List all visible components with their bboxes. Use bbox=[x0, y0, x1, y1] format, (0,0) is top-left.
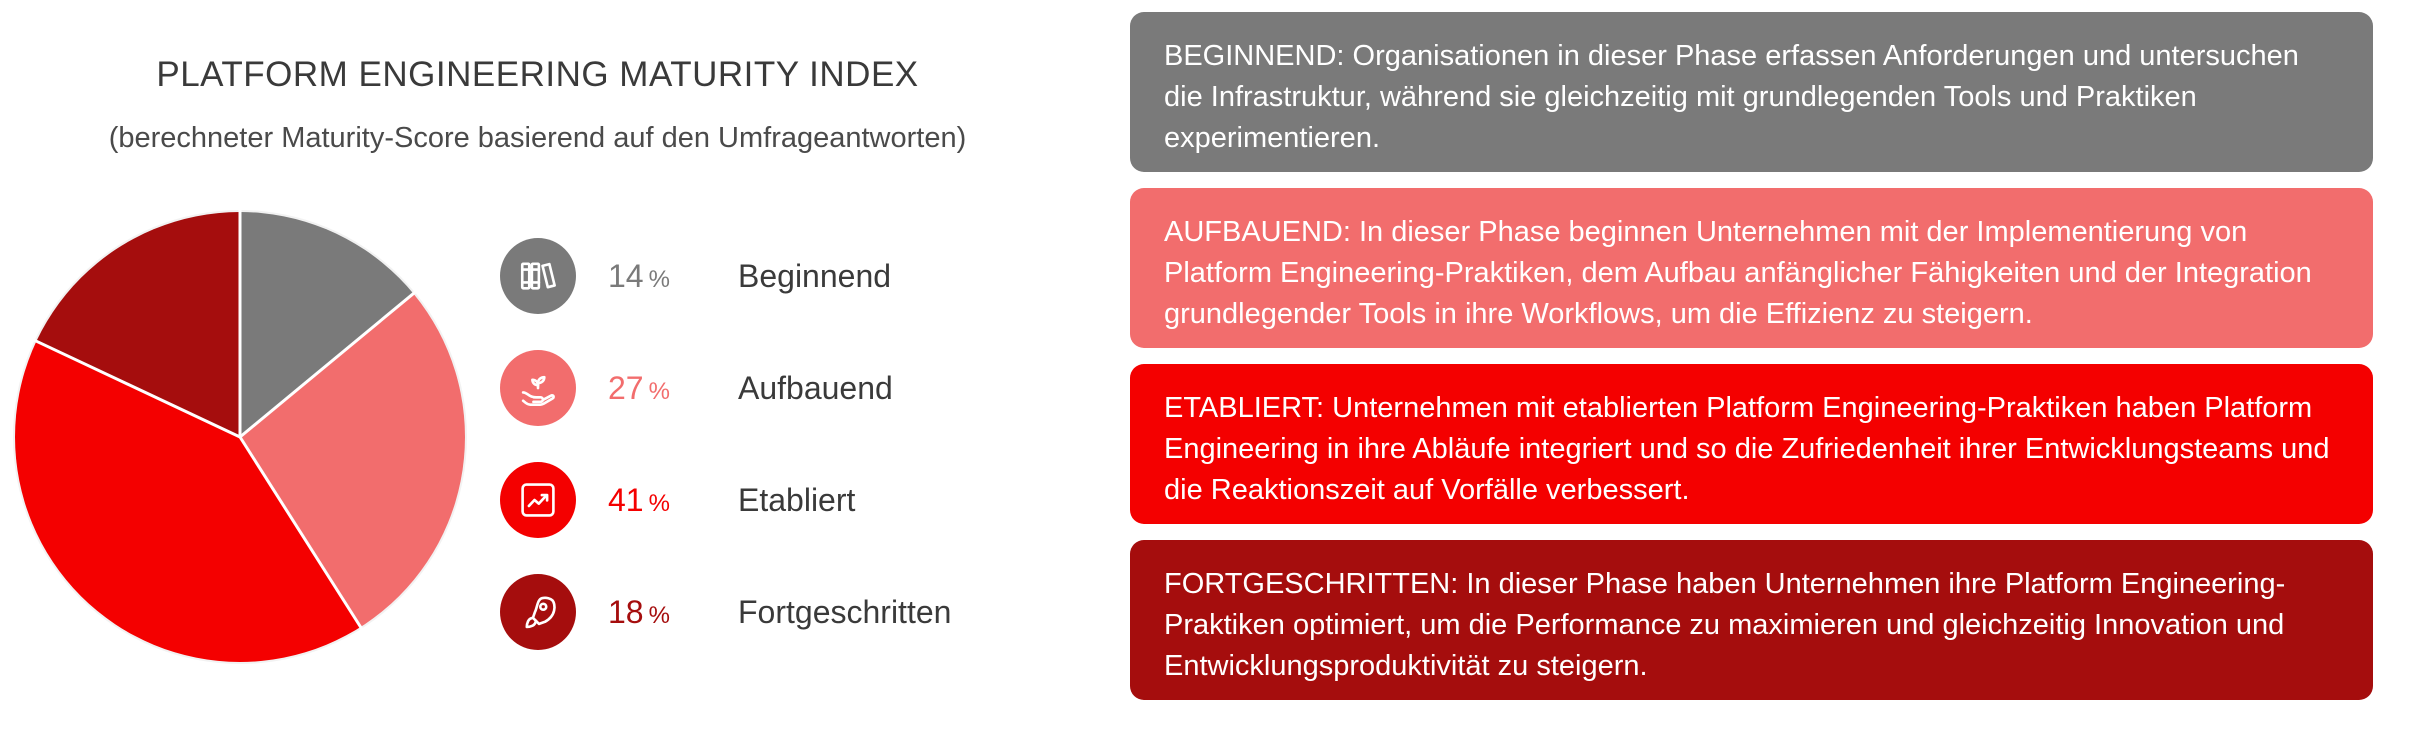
legend-percent-value: 14 bbox=[608, 257, 644, 294]
description-card-etabliert bbox=[1130, 364, 2373, 524]
rocket-icon bbox=[500, 574, 576, 650]
legend-label: Aufbauend bbox=[738, 369, 893, 406]
chart-subtitle: (berechneter Maturity-Score basierend auf den Umfrageantworten) bbox=[108, 122, 967, 154]
description-term: ETABLIERT: bbox=[1164, 392, 1325, 424]
legend-percent bbox=[608, 258, 738, 295]
description-term: BEGINNEND: bbox=[1164, 40, 1345, 72]
legend-percent-unit: % bbox=[648, 377, 670, 405]
legend-percent-unit: % bbox=[648, 601, 670, 629]
legend-percent-value: 41 bbox=[608, 481, 644, 518]
description-text: In dieser Phase beginnen Unternehmen mit der Implementierung von Platform Engineering-Praktiken, dem Aufbau anfänglicher Fähigkeiten und der Integration grundlegender Tools in ihre Workflows, um die Effizienz zu steigern. bbox=[1164, 216, 2312, 331]
description-text: Organisationen in dieser Phase erfassen Anforderungen und untersuchen die Infrastruktur, während sie gleichzeitig mit grundlegenden Tools und Praktiken experimentieren. bbox=[1164, 40, 2299, 155]
legend-percent-value: 27 bbox=[608, 369, 644, 406]
legend-label: Etabliert bbox=[738, 481, 856, 518]
chart-panel bbox=[0, 0, 1120, 748]
page-title: PLATFORM ENGINEERING MATURITY INDEX bbox=[156, 55, 919, 94]
sprout-hand-icon bbox=[500, 350, 576, 426]
legend-percent bbox=[608, 594, 738, 631]
legend-percent bbox=[608, 482, 738, 519]
legend-percent bbox=[608, 370, 738, 407]
legend bbox=[500, 220, 1100, 668]
description-panel bbox=[1130, 0, 2418, 748]
pie-chart bbox=[15, 212, 465, 662]
description-card-fortgeschritten bbox=[1130, 540, 2373, 700]
legend-percent-unit: % bbox=[648, 265, 670, 293]
legend-item-fortgeschritten bbox=[500, 556, 1100, 668]
growth-chart-icon bbox=[500, 462, 576, 538]
description-text: In dieser Phase haben Unternehmen ihre Platform Engineering-Praktiken optimiert, um die Performance zu maximieren und gleichzeitig Innovation und Entwicklungsproduktivität zu steigern. bbox=[1164, 568, 2286, 683]
description-card-beginnend bbox=[1130, 12, 2373, 172]
legend-label: Fortgeschritten bbox=[738, 593, 952, 630]
description-card-aufbauend bbox=[1130, 188, 2373, 348]
pie-separator bbox=[239, 209, 242, 437]
description-term: AUFBAUEND: bbox=[1164, 216, 1351, 248]
legend-label: Beginnend bbox=[738, 257, 892, 294]
legend-percent-unit: % bbox=[648, 489, 670, 517]
description-term: FORTGESCHRITTEN: bbox=[1164, 568, 1459, 600]
description-text: Unternehmen mit etablierten Platform Engineering-Praktiken haben Platform Engineering in ihre Abläufe integriert und so die Zufriedenheit ihrer Entwicklungsteams und die Reaktionszeit auf Vorfälle verbessert. bbox=[1164, 392, 2330, 507]
legend-percent-value: 18 bbox=[608, 593, 644, 630]
legend-item-aufbauend bbox=[500, 332, 1100, 444]
legend-item-beginnend bbox=[500, 220, 1100, 332]
legend-item-etabliert bbox=[500, 444, 1100, 556]
books-icon bbox=[500, 238, 576, 314]
